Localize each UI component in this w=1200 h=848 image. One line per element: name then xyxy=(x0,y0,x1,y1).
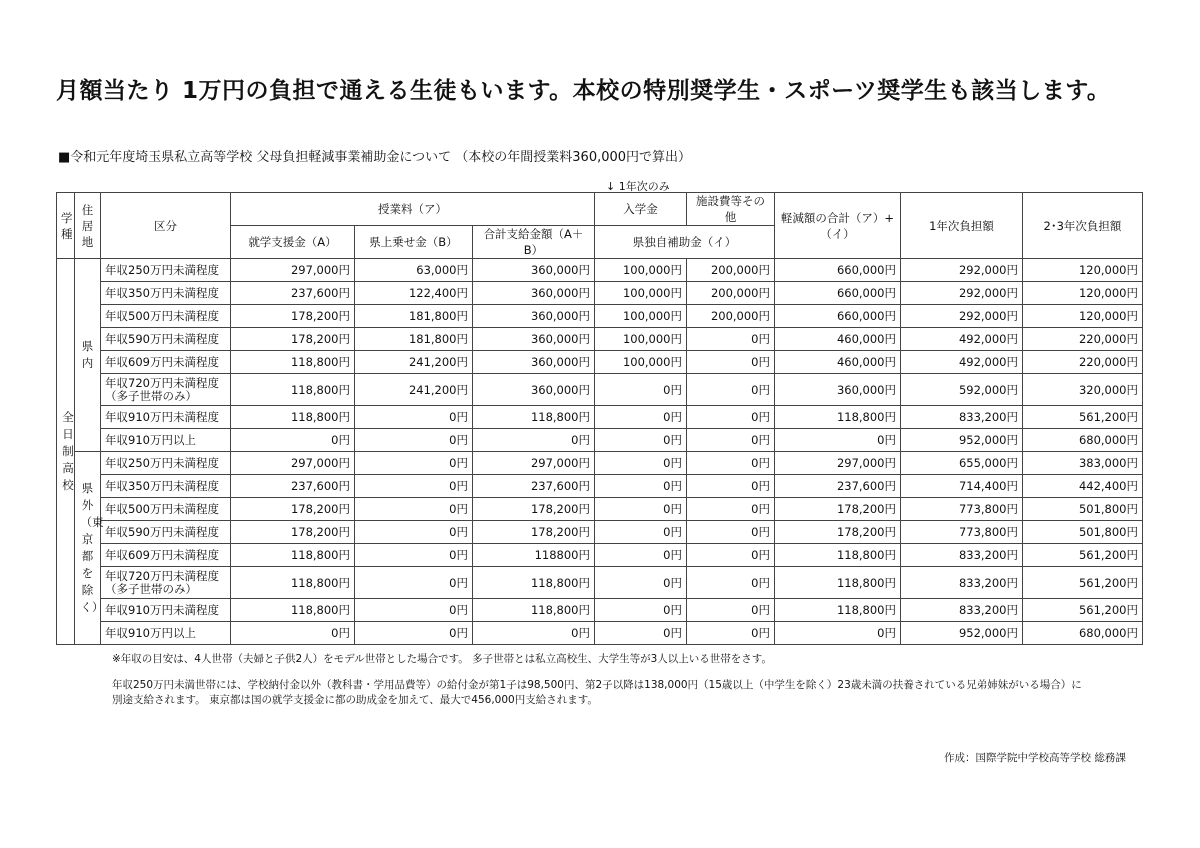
cell-facility: 0円 xyxy=(687,567,775,599)
income-category xyxy=(101,498,231,521)
footnote-2: 年収250万円未満世帯には、学校納付金以外（教科書・学用品費等）の給付金が第1子は98,500円、第2子以降は138,000円（15歳以上（中学生を除く）23歳未満の扶養されている兄弟姉妹がいる場合）に xyxy=(112,679,1082,691)
residence-label: 県内 xyxy=(81,339,94,370)
cell-year1-burden: 952,000円 xyxy=(901,622,1023,645)
income-category-sublabel: （多子世帯のみ） xyxy=(105,388,197,403)
cell-prefecture-b: 0円 xyxy=(355,521,473,544)
cell-entrance: 0円 xyxy=(595,567,687,599)
cell-total-ab: 118,800円 xyxy=(473,406,595,429)
income-category xyxy=(101,622,231,645)
cell-total-ab: 0円 xyxy=(473,622,595,645)
header-entrance-fee: 入学金 xyxy=(595,193,687,226)
income-category xyxy=(101,475,231,498)
income-category-label: 年収350万円未満程度 xyxy=(105,478,219,493)
cell-year1-burden: 714,400円 xyxy=(901,475,1023,498)
cell-total-reduction: 118,800円 xyxy=(775,599,901,622)
cell-total-reduction: 118,800円 xyxy=(775,544,901,567)
school-type-cell xyxy=(57,259,75,645)
cell-facility: 200,000円 xyxy=(687,282,775,305)
header-residence: 住居地 xyxy=(75,193,101,259)
header-year23-burden: 2･3年次負担額 xyxy=(1023,193,1143,259)
cell-entrance: 0円 xyxy=(595,406,687,429)
table-row xyxy=(57,544,1143,567)
header-year1-burden: 1年次負担額 xyxy=(901,193,1023,259)
residence-out-prefecture xyxy=(75,452,104,645)
income-category-label: 年収500万円未満程度 xyxy=(105,308,219,323)
table-row xyxy=(57,374,1143,406)
cell-year1-burden: 833,200円 xyxy=(901,406,1023,429)
table-row xyxy=(57,259,1143,282)
cell-support-a: 118,800円 xyxy=(231,567,355,599)
cell-facility: 0円 xyxy=(687,475,775,498)
cell-total-ab: 237,600円 xyxy=(473,475,595,498)
income-category-label: 年収910万円未満程度 xyxy=(105,409,219,424)
table-row xyxy=(57,599,1143,622)
cell-facility: 0円 xyxy=(687,498,775,521)
cell-support-a: 178,200円 xyxy=(231,305,355,328)
cell-prefecture-b: 0円 xyxy=(355,544,473,567)
cell-prefecture-b: 122,400円 xyxy=(355,282,473,305)
income-category xyxy=(101,406,231,429)
cell-year23-burden: 680,000円 xyxy=(1023,622,1143,645)
table-row xyxy=(57,498,1143,521)
cell-total-reduction: 118,800円 xyxy=(775,406,901,429)
cell-year23-burden: 220,000円 xyxy=(1023,351,1143,374)
cell-support-a: 118,800円 xyxy=(231,374,355,406)
table-row xyxy=(57,328,1143,351)
income-category-label: 年収910万円以上 xyxy=(105,432,196,447)
subsidy-table xyxy=(56,192,1143,645)
cell-year1-burden: 833,200円 xyxy=(901,599,1023,622)
cell-year23-burden: 561,200円 xyxy=(1023,567,1143,599)
cell-support-a: 0円 xyxy=(231,622,355,645)
income-category-label: 年収500万円未満程度 xyxy=(105,501,219,516)
cell-entrance: 0円 xyxy=(595,429,687,452)
table-row xyxy=(57,429,1143,452)
cell-year23-burden: 501,800円 xyxy=(1023,498,1143,521)
cell-prefecture-b: 241,200円 xyxy=(355,351,473,374)
income-category xyxy=(101,305,231,328)
income-category-label: 年収609万円未満程度 xyxy=(105,547,219,562)
cell-prefecture-b: 0円 xyxy=(355,498,473,521)
cell-entrance: 0円 xyxy=(595,544,687,567)
cell-facility: 0円 xyxy=(687,521,775,544)
income-category-label: 年収250万円未満程度 xyxy=(105,262,219,277)
cell-support-a: 178,200円 xyxy=(231,521,355,544)
cell-facility: 0円 xyxy=(687,328,775,351)
cell-facility: 0円 xyxy=(687,406,775,429)
table-row xyxy=(57,282,1143,305)
cell-year23-burden: 120,000円 xyxy=(1023,282,1143,305)
cell-total-ab: 178,200円 xyxy=(473,498,595,521)
income-category xyxy=(101,328,231,351)
cell-total-reduction: 460,000円 xyxy=(775,351,901,374)
footnote-1: ※年収の目安は、4人世帯（夫婦と子供2人）をモデル世帯とした場合です。 多子世帯とは私立高校生、大学生等が3人以上いる世帯をさす。 xyxy=(112,653,772,665)
cell-facility: 0円 xyxy=(687,622,775,645)
cell-entrance: 0円 xyxy=(595,622,687,645)
cell-prefecture-b: 0円 xyxy=(355,622,473,645)
table-row xyxy=(57,452,1143,475)
cell-year1-burden: 655,000円 xyxy=(901,452,1023,475)
residence-label: 県外（東京都を除く） xyxy=(80,481,104,614)
cell-support-a: 118,800円 xyxy=(231,599,355,622)
subhead: ■令和元年度埼玉県私立高等学校 父母負担軽減事業補助金について （本校の年間授業料360,000円で算出） xyxy=(58,150,692,165)
cell-entrance: 100,000円 xyxy=(595,259,687,282)
table-row xyxy=(57,351,1143,374)
cell-entrance: 0円 xyxy=(595,475,687,498)
cell-year1-burden: 833,200円 xyxy=(901,544,1023,567)
cell-entrance: 100,000円 xyxy=(595,328,687,351)
cell-year1-burden: 773,800円 xyxy=(901,498,1023,521)
cell-total-reduction: 460,000円 xyxy=(775,328,901,351)
cell-total-ab: 360,000円 xyxy=(473,305,595,328)
cell-entrance: 100,000円 xyxy=(595,351,687,374)
cell-support-a: 237,600円 xyxy=(231,475,355,498)
table-row xyxy=(57,622,1143,645)
cell-year23-burden: 320,000円 xyxy=(1023,374,1143,406)
cell-year1-burden: 292,000円 xyxy=(901,282,1023,305)
cell-prefecture-b: 0円 xyxy=(355,567,473,599)
cell-support-a: 0円 xyxy=(231,429,355,452)
cell-total-ab: 118800円 xyxy=(473,544,595,567)
cell-total-ab: 360,000円 xyxy=(473,328,595,351)
table-row xyxy=(57,475,1143,498)
income-category xyxy=(101,521,231,544)
footnote-3: 別途支給されます。 東京都は国の就学支援金に都の助成金を加えて、最大で456,000円支給されます。 xyxy=(112,694,598,706)
cell-total-reduction: 0円 xyxy=(775,429,901,452)
cell-facility: 0円 xyxy=(687,429,775,452)
income-category-label: 年収590万円未満程度 xyxy=(105,524,219,539)
header-tuition: 授業料（ア） xyxy=(231,193,595,226)
income-category xyxy=(101,452,231,475)
cell-total-ab: 118,800円 xyxy=(473,567,595,599)
cell-total-ab: 360,000円 xyxy=(473,282,595,305)
table-row xyxy=(57,305,1143,328)
cell-support-a: 237,600円 xyxy=(231,282,355,305)
cell-total-reduction: 0円 xyxy=(775,622,901,645)
cell-total-ab: 360,000円 xyxy=(473,374,595,406)
cell-facility: 0円 xyxy=(687,599,775,622)
cell-total-reduction: 660,000円 xyxy=(775,259,901,282)
cell-year1-burden: 592,000円 xyxy=(901,374,1023,406)
cell-support-a: 178,200円 xyxy=(231,328,355,351)
cell-entrance: 0円 xyxy=(595,498,687,521)
income-category xyxy=(101,351,231,374)
header-support-a: 就学支援金（A） xyxy=(231,226,355,259)
cell-total-ab: 0円 xyxy=(473,429,595,452)
income-category xyxy=(101,374,231,406)
cell-entrance: 0円 xyxy=(595,452,687,475)
header-total-reduction: 軽減額の合計（ア）+（イ） xyxy=(775,193,901,259)
cell-support-a: 118,800円 xyxy=(231,544,355,567)
cell-prefecture-b: 181,800円 xyxy=(355,305,473,328)
cell-year1-burden: 773,800円 xyxy=(901,521,1023,544)
income-category xyxy=(101,282,231,305)
income-category-label: 年収910万円以上 xyxy=(105,625,196,640)
cell-entrance: 0円 xyxy=(595,521,687,544)
cell-year23-burden: 561,200円 xyxy=(1023,406,1143,429)
table-row xyxy=(57,406,1143,429)
cell-prefecture-b: 181,800円 xyxy=(355,328,473,351)
cell-facility: 0円 xyxy=(687,374,775,406)
income-category-label: 年収720万円未満程度 xyxy=(105,568,219,583)
cell-year1-burden: 492,000円 xyxy=(901,328,1023,351)
income-category-label: 年収609万円未満程度 xyxy=(105,354,219,369)
income-category xyxy=(101,429,231,452)
cell-year1-burden: 292,000円 xyxy=(901,305,1023,328)
cell-total-ab: 118,800円 xyxy=(473,599,595,622)
table-row xyxy=(57,567,1143,599)
cell-prefecture-b: 0円 xyxy=(355,429,473,452)
school-type-label: 全日制高校 xyxy=(62,410,74,492)
header-row-1 xyxy=(57,193,1143,226)
cell-year1-burden: 492,000円 xyxy=(901,351,1023,374)
cell-year23-burden: 561,200円 xyxy=(1023,544,1143,567)
income-category xyxy=(101,259,231,282)
first-year-only-note: ↓ 1年次のみ xyxy=(606,180,670,193)
cell-facility: 200,000円 xyxy=(687,305,775,328)
cell-entrance: 0円 xyxy=(595,374,687,406)
header-total-ab: 合計支給金額（A＋B） xyxy=(473,226,595,259)
cell-year23-burden: 501,800円 xyxy=(1023,521,1143,544)
author-credit: 作成：国際学院中学校高等学校 総務課 xyxy=(944,752,1126,764)
cell-total-reduction: 660,000円 xyxy=(775,282,901,305)
cell-year23-burden: 120,000円 xyxy=(1023,305,1143,328)
income-category-label: 年収590万円未満程度 xyxy=(105,331,219,346)
income-category-sublabel: （多子世帯のみ） xyxy=(105,581,197,596)
cell-total-reduction: 360,000円 xyxy=(775,374,901,406)
cell-support-a: 297,000円 xyxy=(231,452,355,475)
cell-support-a: 297,000円 xyxy=(231,259,355,282)
headline: 月額当たり 1万円の負担で通える生徒もいます。本校の特別奨学生・スポーツ奨学生も該当します。 xyxy=(56,78,1111,104)
cell-total-ab: 360,000円 xyxy=(473,351,595,374)
header-school-type: 学種 xyxy=(57,193,75,259)
cell-total-reduction: 178,200円 xyxy=(775,498,901,521)
cell-total-reduction: 297,000円 xyxy=(775,452,901,475)
income-category-label: 年収350万円未満程度 xyxy=(105,285,219,300)
cell-prefecture-b: 241,200円 xyxy=(355,374,473,406)
cell-year1-burden: 292,000円 xyxy=(901,259,1023,282)
cell-year23-burden: 442,400円 xyxy=(1023,475,1143,498)
cell-total-reduction: 660,000円 xyxy=(775,305,901,328)
income-category-label: 年収250万円未満程度 xyxy=(105,455,219,470)
cell-entrance: 100,000円 xyxy=(595,305,687,328)
cell-facility: 0円 xyxy=(687,544,775,567)
cell-year23-burden: 120,000円 xyxy=(1023,259,1143,282)
header-facility-fee: 施設費等その他 xyxy=(687,193,775,226)
cell-facility: 0円 xyxy=(687,452,775,475)
cell-total-reduction: 178,200円 xyxy=(775,521,901,544)
table-row xyxy=(57,521,1143,544)
residence-in-prefecture xyxy=(75,259,101,452)
cell-prefecture-b: 0円 xyxy=(355,406,473,429)
cell-year23-burden: 220,000円 xyxy=(1023,328,1143,351)
cell-year23-burden: 680,000円 xyxy=(1023,429,1143,452)
cell-facility: 0円 xyxy=(687,351,775,374)
income-category-label: 年収910万円未満程度 xyxy=(105,602,219,617)
income-category xyxy=(101,599,231,622)
cell-prefecture-b: 0円 xyxy=(355,452,473,475)
cell-year23-burden: 383,000円 xyxy=(1023,452,1143,475)
income-category xyxy=(101,567,231,599)
cell-prefecture-b: 0円 xyxy=(355,599,473,622)
cell-year1-burden: 833,200円 xyxy=(901,567,1023,599)
cell-total-reduction: 237,600円 xyxy=(775,475,901,498)
cell-year1-burden: 952,000円 xyxy=(901,429,1023,452)
cell-total-ab: 297,000円 xyxy=(473,452,595,475)
cell-prefecture-b: 63,000円 xyxy=(355,259,473,282)
cell-entrance: 0円 xyxy=(595,599,687,622)
cell-year23-burden: 561,200円 xyxy=(1023,599,1143,622)
header-category: 区分 xyxy=(101,193,231,259)
income-category xyxy=(101,544,231,567)
cell-total-ab: 178,200円 xyxy=(473,521,595,544)
cell-prefecture-b: 0円 xyxy=(355,475,473,498)
cell-support-a: 118,800円 xyxy=(231,406,355,429)
cell-total-ab: 360,000円 xyxy=(473,259,595,282)
header-prefecture-subsidy: 県独自補助金（イ） xyxy=(595,226,775,259)
cell-total-reduction: 118,800円 xyxy=(775,567,901,599)
cell-support-a: 118,800円 xyxy=(231,351,355,374)
cell-entrance: 100,000円 xyxy=(595,282,687,305)
footnotes xyxy=(112,652,1082,708)
header-prefecture-b: 県上乗せ金（B） xyxy=(355,226,473,259)
cell-support-a: 178,200円 xyxy=(231,498,355,521)
cell-facility: 200,000円 xyxy=(687,259,775,282)
income-category-label: 年収720万円未満程度 xyxy=(105,375,219,390)
